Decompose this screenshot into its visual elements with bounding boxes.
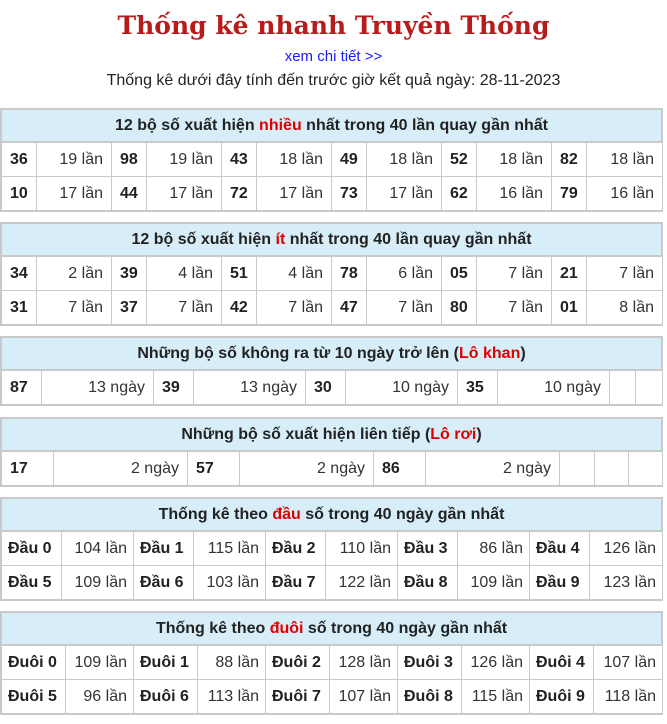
number-cell: 98 xyxy=(112,143,147,177)
number-cell: 72 xyxy=(222,177,257,211)
most-frequent-section xyxy=(0,108,663,212)
count-cell: 17 lần xyxy=(257,177,332,211)
count-cell: 128 lần xyxy=(330,646,398,680)
count-cell: 104 lần xyxy=(62,532,134,566)
duoi-table xyxy=(1,645,663,714)
table-row xyxy=(2,143,663,177)
count-cell: 88 lần xyxy=(198,646,266,680)
count-cell: 19 lần xyxy=(147,143,222,177)
label-cell: Đuôi 8 xyxy=(398,680,462,714)
count-cell: 16 lần xyxy=(587,177,663,211)
heading-highlight: Lô khan xyxy=(459,345,521,362)
heading-text: Thống kê theo xyxy=(158,506,273,523)
label-cell: Đầu 1 xyxy=(134,532,194,566)
lo-khan-table xyxy=(1,370,663,405)
count-cell: 126 lần xyxy=(462,646,530,680)
heading-text: nhất trong 40 lần quay gần nhất xyxy=(285,231,532,248)
number-cell: 44 xyxy=(112,177,147,211)
label-cell: Đầu 0 xyxy=(2,532,62,566)
date-line: Thống kê dưới đây tính đến trước giờ kết quả ngày: 28-11-2023 xyxy=(106,72,561,89)
heading-text: Thống kê theo xyxy=(155,620,270,637)
count-cell: 2 ngày xyxy=(426,452,560,486)
number-cell: 51 xyxy=(222,257,257,291)
label-cell: Đuôi 7 xyxy=(266,680,330,714)
heading-text: ) xyxy=(476,426,482,443)
label-cell: Đuôi 5 xyxy=(2,680,66,714)
number-cell: 01 xyxy=(552,291,587,325)
heading-text: nhất trong 40 lần quay gần nhất xyxy=(301,117,548,134)
table-row xyxy=(2,646,663,680)
label-cell: Đầu 8 xyxy=(398,566,458,600)
label-cell: Đuôi 6 xyxy=(134,680,198,714)
number-cell: 17 xyxy=(2,452,54,486)
count-cell: 17 lần xyxy=(37,177,112,211)
number-cell: 31 xyxy=(2,291,37,325)
most-frequent-table xyxy=(1,142,663,211)
lo-roi-table xyxy=(1,451,663,486)
label-cell: Đầu 2 xyxy=(266,532,326,566)
lo-roi-section xyxy=(0,417,663,487)
section-heading xyxy=(1,498,662,531)
count-cell: 107 lần xyxy=(594,646,663,680)
heading-highlight: nhiều xyxy=(259,117,302,134)
table-row xyxy=(2,177,663,211)
number-cell: 21 xyxy=(552,257,587,291)
section-heading xyxy=(1,337,662,370)
empty-cell xyxy=(610,371,636,405)
number-cell: 10 xyxy=(2,177,37,211)
detail-link[interactable]: xem chi tiết >> xyxy=(284,48,383,65)
count-cell: 2 ngày xyxy=(240,452,374,486)
heading-text: số trong 40 ngày gần nhất xyxy=(300,506,505,523)
count-cell: 6 lần xyxy=(367,257,442,291)
count-cell: 10 ngày xyxy=(346,371,458,405)
table-row xyxy=(2,680,663,714)
count-cell: 4 lần xyxy=(257,257,332,291)
dau-table xyxy=(1,531,663,600)
number-cell: 37 xyxy=(112,291,147,325)
number-cell: 49 xyxy=(332,143,367,177)
section-heading xyxy=(1,109,662,142)
count-cell: 18 lần xyxy=(587,143,663,177)
count-cell: 103 lần xyxy=(194,566,266,600)
number-cell: 80 xyxy=(442,291,477,325)
count-cell: 109 lần xyxy=(458,566,530,600)
number-cell: 30 xyxy=(306,371,346,405)
page-title: Thống kê nhanh Truyền Thống xyxy=(117,11,550,40)
count-cell: 17 lần xyxy=(367,177,442,211)
heading-highlight: ít xyxy=(275,231,286,248)
table-row xyxy=(2,371,663,405)
count-cell: 10 ngày xyxy=(498,371,610,405)
count-cell: 18 lần xyxy=(257,143,332,177)
count-cell: 7 lần xyxy=(477,257,552,291)
section-heading xyxy=(1,418,662,451)
number-cell: 42 xyxy=(222,291,257,325)
heading-highlight: Lô rơi xyxy=(430,426,477,443)
count-cell: 13 ngày xyxy=(194,371,306,405)
count-cell: 107 lần xyxy=(330,680,398,714)
number-cell: 34 xyxy=(2,257,37,291)
label-cell: Đầu 5 xyxy=(2,566,62,600)
count-cell: 126 lần xyxy=(590,532,663,566)
count-cell: 115 lần xyxy=(194,532,266,566)
label-cell: Đuôi 1 xyxy=(134,646,198,680)
count-cell: 118 lần xyxy=(594,680,663,714)
number-cell: 35 xyxy=(458,371,498,405)
number-cell: 52 xyxy=(442,143,477,177)
number-cell: 79 xyxy=(552,177,587,211)
number-cell: 39 xyxy=(154,371,194,405)
dau-section xyxy=(0,497,663,601)
count-cell: 4 lần xyxy=(147,257,222,291)
number-cell: 73 xyxy=(332,177,367,211)
label-cell: Đuôi 3 xyxy=(398,646,462,680)
duoi-section xyxy=(0,611,663,715)
label-cell: Đầu 9 xyxy=(530,566,590,600)
label-cell: Đầu 4 xyxy=(530,532,590,566)
count-cell: 110 lần xyxy=(326,532,398,566)
table-row xyxy=(2,257,663,291)
count-cell: 96 lần xyxy=(66,680,134,714)
count-cell: 18 lần xyxy=(367,143,442,177)
count-cell: 7 lần xyxy=(367,291,442,325)
empty-cell xyxy=(595,452,629,486)
number-cell: 43 xyxy=(222,143,257,177)
count-cell: 13 ngày xyxy=(42,371,154,405)
table-row xyxy=(2,291,663,325)
label-cell: Đầu 7 xyxy=(266,566,326,600)
count-cell: 113 lần xyxy=(198,680,266,714)
label-cell: Đuôi 4 xyxy=(530,646,594,680)
count-cell: 109 lần xyxy=(62,566,134,600)
label-cell: Đầu 3 xyxy=(398,532,458,566)
number-cell: 62 xyxy=(442,177,477,211)
section-heading xyxy=(1,223,662,256)
table-row xyxy=(2,566,663,600)
count-cell: 109 lần xyxy=(66,646,134,680)
label-cell: Đầu 6 xyxy=(134,566,194,600)
heading-text: 12 bộ số xuất hiện xyxy=(115,117,260,134)
count-cell: 8 lần xyxy=(587,291,663,325)
count-cell: 86 lần xyxy=(458,532,530,566)
count-cell: 7 lần xyxy=(37,291,112,325)
count-cell: 7 lần xyxy=(477,291,552,325)
label-cell: Đuôi 2 xyxy=(266,646,330,680)
table-row xyxy=(2,452,663,486)
count-cell: 16 lần xyxy=(477,177,552,211)
section-heading xyxy=(1,612,662,645)
number-cell: 36 xyxy=(2,143,37,177)
empty-cell xyxy=(636,371,663,405)
heading-text: ) xyxy=(520,345,526,362)
number-cell: 82 xyxy=(552,143,587,177)
number-cell: 57 xyxy=(188,452,240,486)
empty-cell xyxy=(560,452,595,486)
count-cell: 7 lần xyxy=(257,291,332,325)
number-cell: 39 xyxy=(112,257,147,291)
count-cell: 19 lần xyxy=(37,143,112,177)
count-cell: 122 lần xyxy=(326,566,398,600)
table-row xyxy=(2,532,663,566)
count-cell: 7 lần xyxy=(587,257,663,291)
count-cell: 123 lần xyxy=(590,566,663,600)
least-frequent-section xyxy=(0,222,663,326)
heading-text: số trong 40 ngày gần nhất xyxy=(303,620,508,637)
heading-highlight: đầu xyxy=(272,506,301,523)
count-cell: 2 ngày xyxy=(54,452,188,486)
count-cell: 7 lần xyxy=(147,291,222,325)
label-cell: Đuôi 9 xyxy=(530,680,594,714)
count-cell: 115 lần xyxy=(462,680,530,714)
heading-text: Những bộ số xuất hiện liên tiếp ( xyxy=(181,426,431,443)
heading-highlight: đuôi xyxy=(269,620,304,637)
lo-khan-section xyxy=(0,336,663,406)
number-cell: 78 xyxy=(332,257,367,291)
count-cell: 2 lần xyxy=(37,257,112,291)
count-cell: 18 lần xyxy=(477,143,552,177)
number-cell: 47 xyxy=(332,291,367,325)
least-frequent-table xyxy=(1,256,663,325)
label-cell: Đuôi 0 xyxy=(2,646,66,680)
empty-cell xyxy=(629,452,663,486)
number-cell: 86 xyxy=(374,452,426,486)
heading-text: Những bộ số không ra từ 10 ngày trở lên ( xyxy=(137,345,459,362)
number-cell: 05 xyxy=(442,257,477,291)
count-cell: 17 lần xyxy=(147,177,222,211)
heading-text: 12 bộ số xuất hiện xyxy=(131,231,276,248)
number-cell: 87 xyxy=(2,371,42,405)
